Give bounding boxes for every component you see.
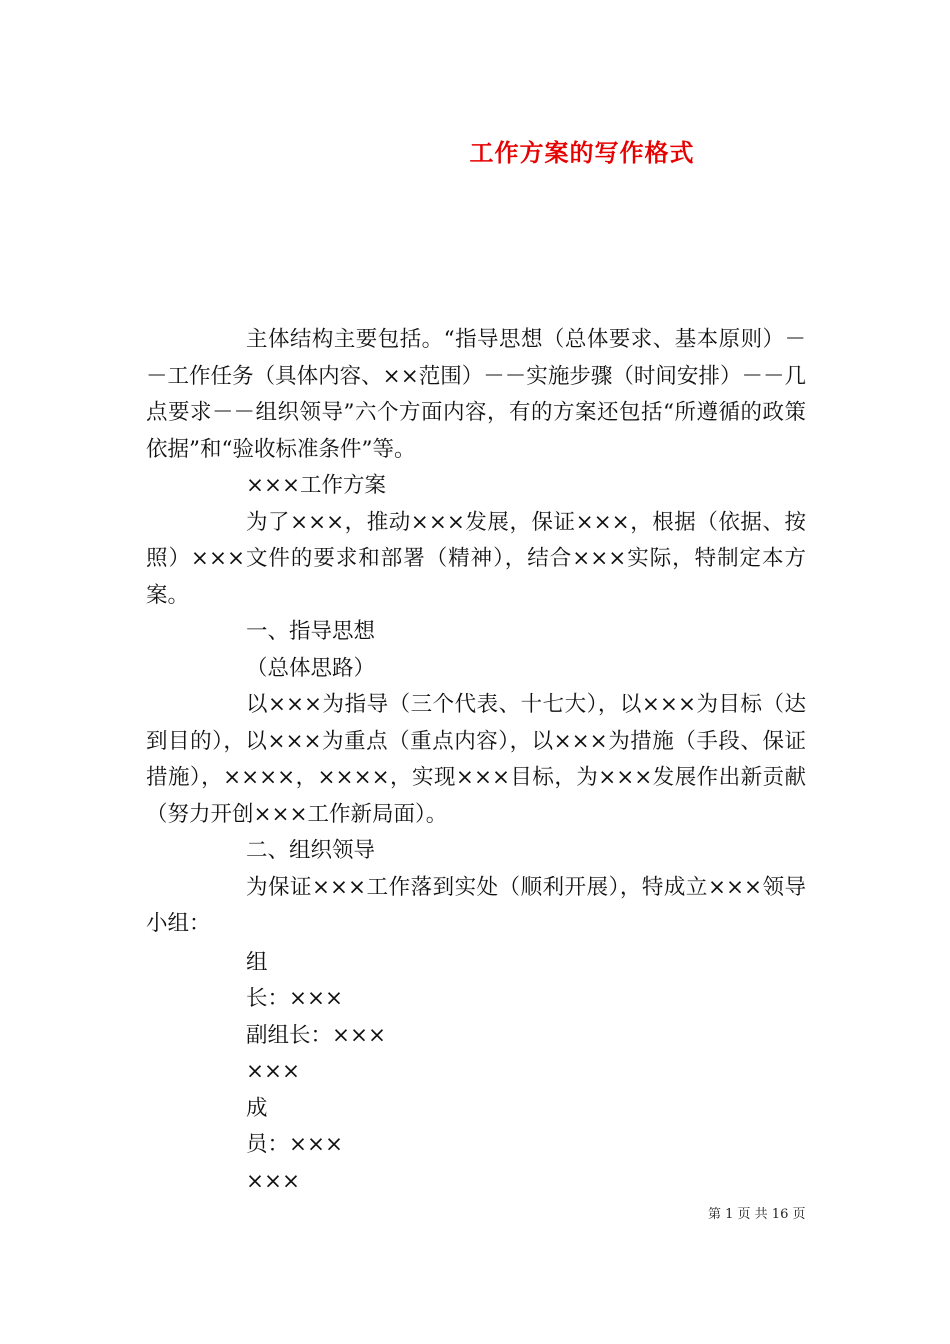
roster-list	[146, 945, 806, 1201]
paragraph-preamble: 为了×××，推动×××发展，保证×××，根据（依据、按照）×××文件的要求和部署（精神），结合×××实际，特制定本方案。	[146, 509, 806, 608]
paragraph-guiding-ideology: 以×××为指导（三个代表、十七大），以×××为目标（达到目的），以×××为重点（重点内容），以×××为措施（手段、保证措施），××××，××××，实现×××目标，为×××发展作出新贡献（努力开创×××工作新局面）。	[146, 692, 806, 827]
document-title: 工作方案的写作格式	[469, 138, 695, 167]
heading-organization: 二、组织领导	[246, 838, 376, 863]
subheading-overall-idea: （总体思路）	[246, 655, 376, 681]
paragraph-organization: 为保证×××工作落到实处（顺利开展），特成立×××领导小组：	[146, 874, 806, 936]
roster-line: 副组长：×××	[246, 1022, 387, 1048]
heading-guiding-ideology: 一、指导思想	[246, 619, 376, 644]
roster-line: 员：×××	[246, 1132, 344, 1157]
paragraph-structure: 主体结构主要包括。“指导思想（总体要求、基本原则）－－工作任务（具体内容、××范围）－－实施步骤（时间安排）－－几点要求－－组织领导”六个方面内容，有的方案还包括“所遵循的政策依据”和“验收标准条件”等。	[146, 327, 806, 462]
roster-line: ×××	[246, 1059, 301, 1084]
roster-line: 成	[246, 1095, 268, 1121]
roster-line: 长：×××	[246, 986, 344, 1011]
roster-line: 组	[246, 949, 268, 975]
heading-plan-name: ×××工作方案	[246, 473, 387, 498]
page-number-footer: 第 1 页 共 16 页	[708, 1207, 806, 1222]
document-body	[146, 322, 806, 1200]
roster-line: ×××	[246, 1168, 301, 1194]
